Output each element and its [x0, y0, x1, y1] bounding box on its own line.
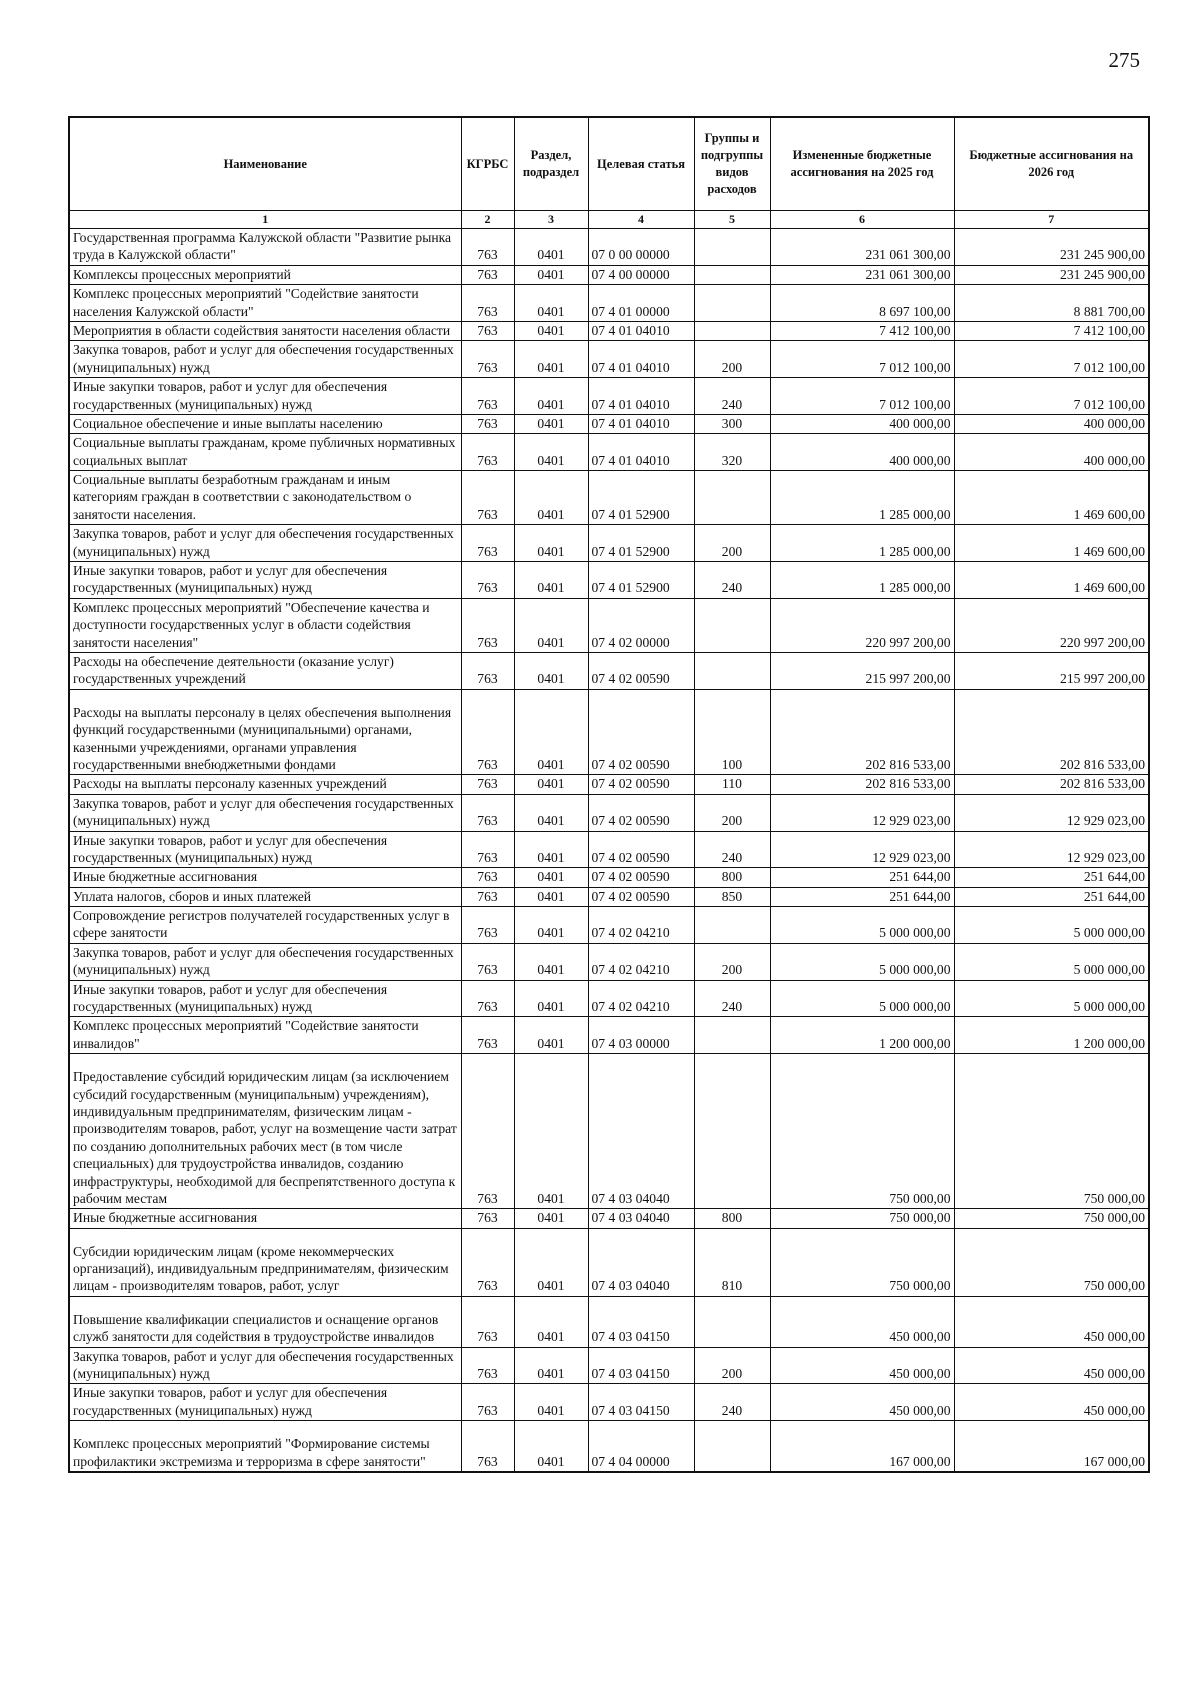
header-2026: Бюджетные ассигнования на 2026 год	[954, 117, 1149, 211]
cell-amount-2025: 1 285 000,00	[770, 471, 954, 525]
cell-group: 810	[694, 1228, 770, 1296]
cell-amount-2025: 12 929 023,00	[770, 794, 954, 831]
cell-article: 07 4 01 04010	[588, 414, 694, 433]
cell-amount-2025: 7 412 100,00	[770, 321, 954, 340]
column-numbers-row	[69, 211, 1149, 229]
cell-kgrbs: 763	[461, 1384, 514, 1421]
budget-table-container	[68, 116, 1148, 1473]
column-number: 6	[770, 211, 954, 229]
cell-article: 07 4 01 04010	[588, 321, 694, 340]
cell-amount-2025: 231 061 300,00	[770, 229, 954, 266]
cell-section: 0401	[514, 1017, 588, 1054]
cell-group: 200	[694, 794, 770, 831]
cell-article: 07 4 03 00000	[588, 1017, 694, 1054]
table-row	[69, 378, 1149, 415]
table-row	[69, 229, 1149, 266]
cell-kgrbs: 763	[461, 471, 514, 525]
cell-amount-2026: 450 000,00	[954, 1384, 1149, 1421]
cell-group: 200	[694, 525, 770, 562]
cell-section: 0401	[514, 887, 588, 906]
cell-group	[694, 1017, 770, 1054]
cell-section: 0401	[514, 598, 588, 652]
cell-name: Иные бюджетные ассигнования	[69, 868, 461, 887]
cell-group	[694, 229, 770, 266]
table-row	[69, 1347, 1149, 1384]
cell-kgrbs: 763	[461, 1054, 514, 1209]
table-row	[69, 525, 1149, 562]
cell-article: 07 4 03 04040	[588, 1054, 694, 1209]
cell-group: 100	[694, 689, 770, 775]
cell-amount-2025: 5 000 000,00	[770, 980, 954, 1017]
cell-section: 0401	[514, 831, 588, 868]
table-row	[69, 980, 1149, 1017]
cell-article: 07 4 01 52900	[588, 471, 694, 525]
cell-section: 0401	[514, 229, 588, 266]
cell-amount-2026: 400 000,00	[954, 434, 1149, 471]
cell-section: 0401	[514, 321, 588, 340]
table-row	[69, 689, 1149, 775]
cell-section: 0401	[514, 341, 588, 378]
cell-section: 0401	[514, 652, 588, 689]
cell-kgrbs: 763	[461, 907, 514, 944]
page-number: 275	[1108, 48, 1140, 72]
cell-amount-2026: 5 000 000,00	[954, 980, 1149, 1017]
header-article: Целевая статья	[588, 117, 694, 211]
cell-kgrbs: 763	[461, 868, 514, 887]
cell-kgrbs: 763	[461, 525, 514, 562]
cell-article: 07 4 02 00590	[588, 775, 694, 794]
cell-amount-2025: 202 816 533,00	[770, 775, 954, 794]
cell-amount-2025: 450 000,00	[770, 1384, 954, 1421]
cell-amount-2026: 12 929 023,00	[954, 794, 1149, 831]
table-row	[69, 1421, 1149, 1472]
cell-name: Субсидии юридическим лицам (кроме некоммерческих организаций), индивидуальным предпринимателям, физическим лицам - производителям товаров, работ, услуг	[69, 1228, 461, 1296]
cell-kgrbs: 763	[461, 1017, 514, 1054]
column-number: 7	[954, 211, 1149, 229]
cell-amount-2026: 5 000 000,00	[954, 907, 1149, 944]
cell-kgrbs: 763	[461, 775, 514, 794]
cell-name: Расходы на обеспечение деятельности (оказание услуг) государственных учреждений	[69, 652, 461, 689]
cell-kgrbs: 763	[461, 321, 514, 340]
cell-amount-2026: 215 997 200,00	[954, 652, 1149, 689]
table-row	[69, 265, 1149, 284]
cell-group	[694, 1421, 770, 1472]
cell-amount-2025: 7 012 100,00	[770, 341, 954, 378]
cell-kgrbs: 763	[461, 794, 514, 831]
cell-amount-2026: 1 469 600,00	[954, 562, 1149, 599]
cell-group: 240	[694, 378, 770, 415]
cell-amount-2025: 5 000 000,00	[770, 943, 954, 980]
cell-name: Предоставление субсидий юридическим лицам (за исключением субсидий государственным (муниципальным) учреждениям), индивидуальным предпринимателям, физическим лицам - производителям товаров, работ, услуг на возмещение части затрат по созданию дополнительных рабочих мест (в том числе специальных) для трудоустройства инвалидов, созданию инфраструктуры, необходимой для беспрепятственного доступа к рабочим местам	[69, 1054, 461, 1209]
cell-name: Закупка товаров, работ и услуг для обеспечения государственных (муниципальных) нужд	[69, 794, 461, 831]
table-row	[69, 868, 1149, 887]
cell-kgrbs: 763	[461, 943, 514, 980]
cell-section: 0401	[514, 1209, 588, 1228]
cell-amount-2025: 1 285 000,00	[770, 525, 954, 562]
cell-group	[694, 652, 770, 689]
cell-name: Социальные выплаты безработным гражданам и иным категориям граждан в соответствии с законодательством о занятости населения.	[69, 471, 461, 525]
cell-name: Закупка товаров, работ и услуг для обеспечения государственных (муниципальных) нужд	[69, 341, 461, 378]
cell-group	[694, 471, 770, 525]
cell-article: 07 4 00 00000	[588, 265, 694, 284]
cell-article: 07 4 02 00590	[588, 652, 694, 689]
cell-section: 0401	[514, 471, 588, 525]
table-row	[69, 321, 1149, 340]
cell-amount-2026: 202 816 533,00	[954, 775, 1149, 794]
cell-kgrbs: 763	[461, 341, 514, 378]
cell-kgrbs: 763	[461, 229, 514, 266]
cell-amount-2026: 750 000,00	[954, 1228, 1149, 1296]
header-2025: Измененные бюджетные ассигнования на 2025 год	[770, 117, 954, 211]
cell-article: 07 4 01 04010	[588, 434, 694, 471]
cell-group: 200	[694, 341, 770, 378]
cell-amount-2025: 5 000 000,00	[770, 907, 954, 944]
cell-kgrbs: 763	[461, 652, 514, 689]
cell-article: 07 4 02 00590	[588, 689, 694, 775]
cell-kgrbs: 763	[461, 1209, 514, 1228]
cell-group	[694, 321, 770, 340]
cell-amount-2025: 202 816 533,00	[770, 689, 954, 775]
cell-kgrbs: 763	[461, 414, 514, 433]
table-row	[69, 1384, 1149, 1421]
cell-amount-2025: 215 997 200,00	[770, 652, 954, 689]
cell-article: 07 4 03 04040	[588, 1228, 694, 1296]
header-group: Группы и подгруппы видов расходов	[694, 117, 770, 211]
cell-amount-2026: 251 644,00	[954, 868, 1149, 887]
table-body	[69, 229, 1149, 1473]
cell-article: 07 4 02 04210	[588, 943, 694, 980]
cell-section: 0401	[514, 868, 588, 887]
header-name: Наименование	[69, 117, 461, 211]
cell-article: 07 4 03 04040	[588, 1209, 694, 1228]
cell-kgrbs: 763	[461, 1347, 514, 1384]
cell-article: 07 4 01 52900	[588, 562, 694, 599]
cell-section: 0401	[514, 907, 588, 944]
cell-group	[694, 598, 770, 652]
cell-group	[694, 1054, 770, 1209]
cell-group: 240	[694, 831, 770, 868]
cell-group: 800	[694, 868, 770, 887]
header-kgrbs: КГРБС	[461, 117, 514, 211]
cell-section: 0401	[514, 525, 588, 562]
cell-kgrbs: 763	[461, 434, 514, 471]
column-number: 4	[588, 211, 694, 229]
cell-article: 07 4 02 00590	[588, 794, 694, 831]
cell-amount-2025: 8 697 100,00	[770, 285, 954, 322]
cell-name: Иные закупки товаров, работ и услуг для обеспечения государственных (муниципальных) нужд	[69, 562, 461, 599]
cell-name: Иные закупки товаров, работ и услуг для обеспечения государственных (муниципальных) нужд	[69, 378, 461, 415]
cell-section: 0401	[514, 1228, 588, 1296]
table-row	[69, 434, 1149, 471]
column-number: 2	[461, 211, 514, 229]
table-row	[69, 775, 1149, 794]
cell-amount-2026: 220 997 200,00	[954, 598, 1149, 652]
cell-name: Иные закупки товаров, работ и услуг для обеспечения государственных (муниципальных) нужд	[69, 831, 461, 868]
cell-article: 07 4 01 52900	[588, 525, 694, 562]
cell-section: 0401	[514, 1296, 588, 1347]
cell-amount-2026: 450 000,00	[954, 1296, 1149, 1347]
cell-section: 0401	[514, 562, 588, 599]
cell-article: 07 4 02 00000	[588, 598, 694, 652]
cell-name: Закупка товаров, работ и услуг для обеспечения государственных (муниципальных) нужд	[69, 525, 461, 562]
cell-name: Иные бюджетные ассигнования	[69, 1209, 461, 1228]
cell-amount-2026: 251 644,00	[954, 887, 1149, 906]
cell-article: 07 4 03 04150	[588, 1384, 694, 1421]
table-row	[69, 907, 1149, 944]
cell-name: Сопровождение регистров получателей государственных услуг в сфере занятости	[69, 907, 461, 944]
cell-group	[694, 285, 770, 322]
cell-article: 07 4 01 04010	[588, 341, 694, 378]
cell-group: 240	[694, 1384, 770, 1421]
cell-name: Социальные выплаты гражданам, кроме публичных нормативных социальных выплат	[69, 434, 461, 471]
cell-group: 800	[694, 1209, 770, 1228]
table-row	[69, 943, 1149, 980]
table-row	[69, 285, 1149, 322]
table-header-row	[69, 117, 1149, 211]
cell-amount-2026: 167 000,00	[954, 1421, 1149, 1472]
cell-section: 0401	[514, 775, 588, 794]
cell-amount-2026: 450 000,00	[954, 1347, 1149, 1384]
cell-amount-2026: 1 469 600,00	[954, 525, 1149, 562]
cell-amount-2025: 450 000,00	[770, 1296, 954, 1347]
cell-amount-2026: 231 245 900,00	[954, 229, 1149, 266]
cell-section: 0401	[514, 414, 588, 433]
cell-article: 07 4 02 00590	[588, 868, 694, 887]
cell-name: Иные закупки товаров, работ и услуг для обеспечения государственных (муниципальных) нужд	[69, 1384, 461, 1421]
header-section: Раздел, подраздел	[514, 117, 588, 211]
table-row	[69, 471, 1149, 525]
cell-group	[694, 907, 770, 944]
cell-article: 07 4 03 04150	[588, 1296, 694, 1347]
cell-amount-2025: 231 061 300,00	[770, 265, 954, 284]
table-row	[69, 794, 1149, 831]
cell-article: 07 4 02 04210	[588, 907, 694, 944]
cell-kgrbs: 763	[461, 1228, 514, 1296]
cell-amount-2025: 7 012 100,00	[770, 378, 954, 415]
cell-amount-2026: 750 000,00	[954, 1054, 1149, 1209]
cell-amount-2025: 12 929 023,00	[770, 831, 954, 868]
cell-amount-2025: 251 644,00	[770, 887, 954, 906]
cell-name: Комплексы процессных мероприятий	[69, 265, 461, 284]
cell-name: Закупка товаров, работ и услуг для обеспечения государственных (муниципальных) нужд	[69, 943, 461, 980]
table-row	[69, 652, 1149, 689]
cell-name: Уплата налогов, сборов и иных платежей	[69, 887, 461, 906]
cell-section: 0401	[514, 1421, 588, 1472]
cell-kgrbs: 763	[461, 689, 514, 775]
cell-kgrbs: 763	[461, 598, 514, 652]
cell-name: Комплекс процессных мероприятий "Формирование системы профилактики экстремизма и терроризма в сфере занятости"	[69, 1421, 461, 1472]
cell-group: 200	[694, 943, 770, 980]
cell-group: 200	[694, 1347, 770, 1384]
cell-name: Мероприятия в области содействия занятости населения области	[69, 321, 461, 340]
cell-group	[694, 265, 770, 284]
cell-group: 320	[694, 434, 770, 471]
cell-kgrbs: 763	[461, 378, 514, 415]
cell-amount-2026: 5 000 000,00	[954, 943, 1149, 980]
cell-group: 110	[694, 775, 770, 794]
cell-section: 0401	[514, 1054, 588, 1209]
cell-amount-2025: 750 000,00	[770, 1209, 954, 1228]
cell-amount-2026: 1 469 600,00	[954, 471, 1149, 525]
cell-section: 0401	[514, 434, 588, 471]
cell-group: 240	[694, 980, 770, 1017]
cell-name: Комплекс процессных мероприятий "Содействие занятости инвалидов"	[69, 1017, 461, 1054]
cell-article: 07 4 02 00590	[588, 887, 694, 906]
cell-amount-2025: 450 000,00	[770, 1347, 954, 1384]
cell-kgrbs: 763	[461, 265, 514, 284]
cell-amount-2025: 167 000,00	[770, 1421, 954, 1472]
table-row	[69, 887, 1149, 906]
cell-amount-2026: 7 012 100,00	[954, 341, 1149, 378]
cell-amount-2025: 750 000,00	[770, 1228, 954, 1296]
table-row	[69, 1017, 1149, 1054]
cell-group: 240	[694, 562, 770, 599]
cell-amount-2025: 220 997 200,00	[770, 598, 954, 652]
cell-article: 07 4 03 04150	[588, 1347, 694, 1384]
cell-section: 0401	[514, 689, 588, 775]
cell-article: 07 4 02 04210	[588, 980, 694, 1017]
cell-name: Закупка товаров, работ и услуг для обеспечения государственных (муниципальных) нужд	[69, 1347, 461, 1384]
cell-name: Комплекс процессных мероприятий "Содействие занятости населения Калужской области"	[69, 285, 461, 322]
cell-name: Расходы на выплаты персоналу в целях обеспечения выполнения функций государственными (муниципальными) органами, казенными учреждениями, органами управления государственными внебюджетными фондами	[69, 689, 461, 775]
cell-amount-2025: 400 000,00	[770, 434, 954, 471]
cell-kgrbs: 763	[461, 831, 514, 868]
cell-amount-2026: 750 000,00	[954, 1209, 1149, 1228]
cell-article: 07 4 04 00000	[588, 1421, 694, 1472]
cell-section: 0401	[514, 265, 588, 284]
cell-amount-2025: 1 285 000,00	[770, 562, 954, 599]
table-row	[69, 1054, 1149, 1209]
table-row	[69, 414, 1149, 433]
cell-section: 0401	[514, 980, 588, 1017]
cell-amount-2025: 400 000,00	[770, 414, 954, 433]
column-number: 1	[69, 211, 461, 229]
table-row	[69, 341, 1149, 378]
cell-kgrbs: 763	[461, 980, 514, 1017]
column-number: 3	[514, 211, 588, 229]
cell-section: 0401	[514, 1347, 588, 1384]
cell-article: 07 4 01 04010	[588, 378, 694, 415]
cell-amount-2026: 1 200 000,00	[954, 1017, 1149, 1054]
table-row	[69, 598, 1149, 652]
table-row	[69, 1228, 1149, 1296]
cell-amount-2026: 400 000,00	[954, 414, 1149, 433]
cell-section: 0401	[514, 943, 588, 980]
cell-kgrbs: 763	[461, 887, 514, 906]
cell-amount-2026: 202 816 533,00	[954, 689, 1149, 775]
cell-article: 07 4 02 00590	[588, 831, 694, 868]
cell-kgrbs: 763	[461, 1296, 514, 1347]
cell-group: 300	[694, 414, 770, 433]
cell-group	[694, 1296, 770, 1347]
cell-kgrbs: 763	[461, 562, 514, 599]
cell-name: Государственная программа Калужской области "Развитие рынка труда в Калужской области"	[69, 229, 461, 266]
column-number: 5	[694, 211, 770, 229]
cell-name: Расходы на выплаты персоналу казенных учреждений	[69, 775, 461, 794]
cell-section: 0401	[514, 1384, 588, 1421]
cell-amount-2026: 7 412 100,00	[954, 321, 1149, 340]
cell-name: Повышение квалификации специалистов и оснащение органов служб занятости для содействия в трудоустройстве инвалидов	[69, 1296, 461, 1347]
cell-amount-2026: 231 245 900,00	[954, 265, 1149, 284]
cell-kgrbs: 763	[461, 1421, 514, 1472]
cell-section: 0401	[514, 378, 588, 415]
budget-table	[68, 116, 1150, 1473]
table-row	[69, 562, 1149, 599]
cell-name: Иные закупки товаров, работ и услуг для обеспечения государственных (муниципальных) нужд	[69, 980, 461, 1017]
cell-article: 07 0 00 00000	[588, 229, 694, 266]
cell-section: 0401	[514, 285, 588, 322]
cell-amount-2026: 8 881 700,00	[954, 285, 1149, 322]
cell-amount-2026: 7 012 100,00	[954, 378, 1149, 415]
cell-amount-2025: 1 200 000,00	[770, 1017, 954, 1054]
cell-amount-2026: 12 929 023,00	[954, 831, 1149, 868]
cell-name: Комплекс процессных мероприятий "Обеспечение качества и доступности государственных услуг в области содействия занятости населения"	[69, 598, 461, 652]
table-row	[69, 1209, 1149, 1228]
cell-article: 07 4 01 00000	[588, 285, 694, 322]
table-row	[69, 831, 1149, 868]
cell-group: 850	[694, 887, 770, 906]
cell-amount-2025: 251 644,00	[770, 868, 954, 887]
table-row	[69, 1296, 1149, 1347]
cell-kgrbs: 763	[461, 285, 514, 322]
cell-amount-2025: 750 000,00	[770, 1054, 954, 1209]
cell-name: Социальное обеспечение и иные выплаты населению	[69, 414, 461, 433]
cell-section: 0401	[514, 794, 588, 831]
